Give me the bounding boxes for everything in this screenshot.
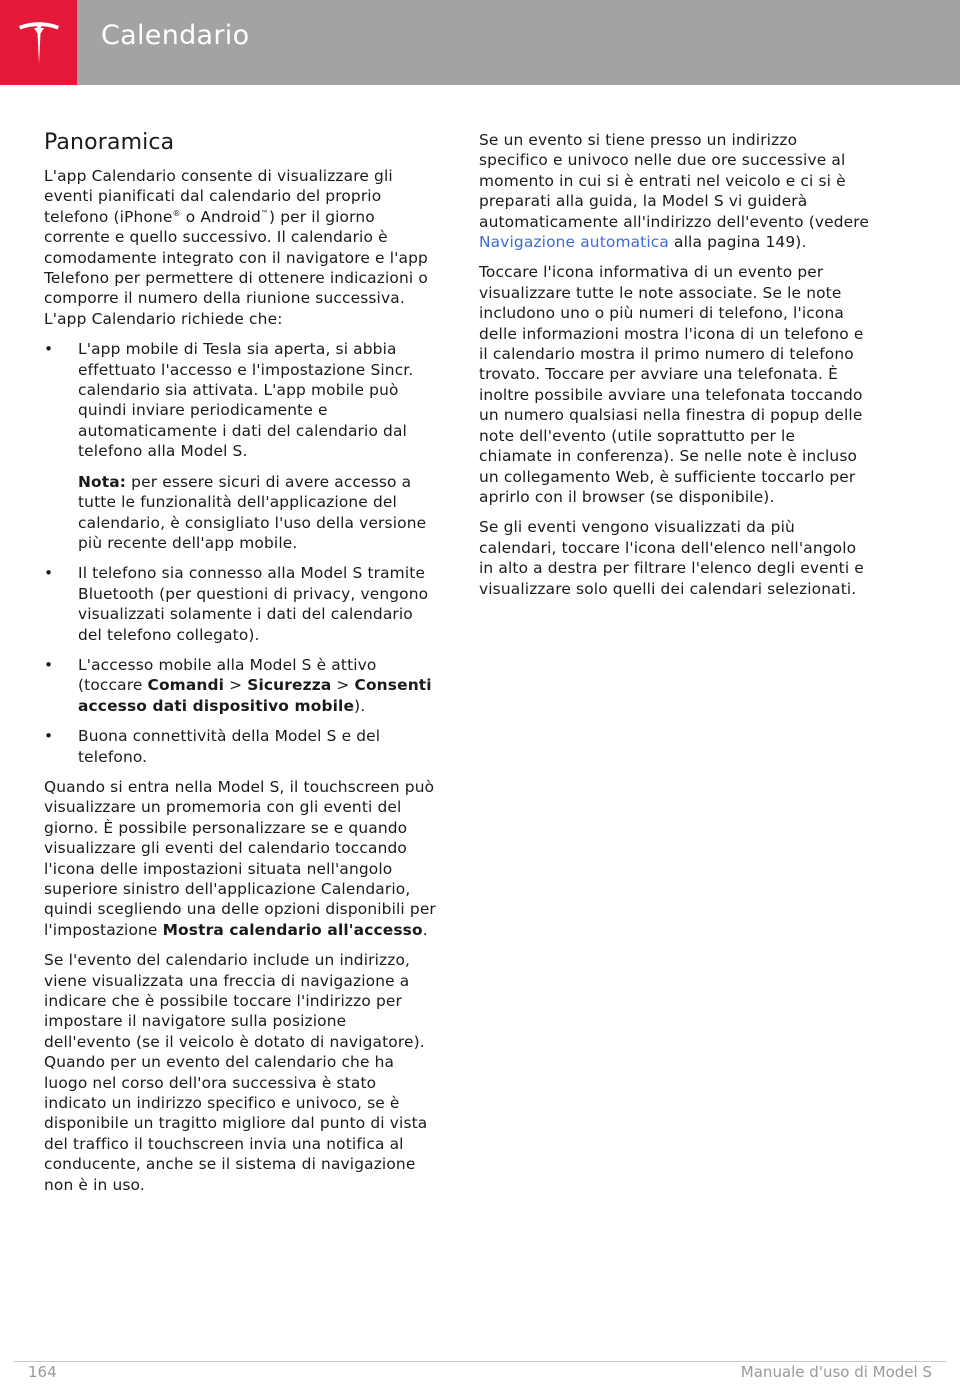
navigation-paragraph: Se l'evento del calendario include un indirizzo, viene visualizzata una freccia di navigazione a indicare che è possibile toccare l'indirizzo per impostare il navigatore sulla posizione dell'evento (se il veicolo è dotato di navigatore). Quando per un evento del calendario che ha luogo nel corso dell'ora successiva è stato indicato un indirizzo specifico e univoco, se è disponibile un tragitto migliore dal punto di vista del traffico il touchscreen invia una notifica al conducente, anche se il sistema di navigazione non è in uso.: [44, 951, 428, 1194]
tesla-logo: [0, 0, 77, 85]
list-item: • Buona connettività della Model S e del telefono.: [44, 727, 381, 766]
requirements-list: [44, 339, 436, 767]
bullet-icon: •: [44, 340, 54, 359]
list-item: • Il telefono sia connesso alla Model S tramite Bluetooth (per questioni di privacy, vengono visualizzati solamente i dati del calendario del telefono collegato).: [44, 564, 429, 644]
setting-name: Mostra calendario all'accesso: [162, 920, 423, 939]
menu-path-comandi: Comandi: [147, 676, 225, 695]
menu-path-consenti: Consenti accesso dati dispositivo mobile: [78, 676, 432, 715]
list-item: • L'accesso mobile alla Model S è attivo (toccare Comandi > Sicurezza > Consenti accesso dati dispositivo mobile).: [44, 655, 432, 715]
left-column: [44, 128, 436, 1205]
trademark-mark: ™: [260, 208, 270, 218]
footer-divider: [14, 1361, 946, 1362]
page-title: Calendario: [101, 20, 250, 51]
auto-navigation-paragraph: Se un evento si tiene presso un indirizzo specifico e univoco nelle due ore successive al momento in cui si è entrati nel veicolo e ci si è preparati alla guida, la Model S vi guiderà automaticamente all'indirizzo dell'evento (vedere Navigazione automatica alla pagina 149).: [479, 131, 870, 252]
right-column: [479, 130, 871, 609]
bullet-icon: •: [44, 564, 54, 583]
section-heading: Panoramica: [44, 130, 175, 155]
bullet-icon: •: [44, 655, 54, 674]
menu-path-sicurezza: Sicurezza: [247, 676, 332, 695]
reminder-paragraph: Quando si entra nella Model S, il touchscreen può visualizzare un promemoria con gli eventi del giorno. È possibile personalizzare se e quando visualizzare gli eventi del calendario toccando l'icona delle impostazioni situata nell'angolo superiore sinistro dell'applicazione Calendario, quindi scegliendo una delle opzioni disponibili per l'impostazione Mostra calendario all'accesso.: [44, 777, 436, 939]
list-item: • L'app mobile di Tesla sia aperta, si abbia effettuato l'accesso e l'impostazione Sincr. calendario sia attivata. L'app mobile può quindi inviare periodicamente e automaticamente i dati del calendario dal telefono alla Model S. Nota: per essere sicuri di avere accesso a tutte le funzionalità dell'applicazione del calendario, è consigliato l'uso della versione più recente dell'app mobile.: [44, 339, 436, 553]
page-number: 164: [28, 1363, 57, 1381]
auto-navigation-link[interactable]: Navigazione automatica: [479, 233, 669, 252]
notes-paragraph: Toccare l'icona informativa di un evento per visualizzare tutte le note associate. Se le note includono uno o più numeri di telefono, l'icona delle informazioni mostra l'icona di un telefono e il calendario mostra il primo numero di telefono trovato. Toccare per avviare una telefonata. È inoltre possibile avviare una telefonata toccando un numero qualsiasi nella finestra di popup delle note dell'evento (utile soprattutto per le chiamate in conferenza). Se nelle note è incluso un collegamento Web, è sufficiente toccarlo per aprirlo con il browser (se disponibile).: [479, 263, 864, 506]
registered-mark: ®: [172, 208, 181, 218]
note-label: Nota:: [78, 472, 127, 491]
page-header: [0, 0, 960, 85]
note: Nota: per essere sicuri di avere accesso a tutte le funzionalità dell'applicazione del calendario, è consigliato l'uso della versione più recente dell'app mobile.: [78, 472, 427, 552]
tesla-logo-icon: [17, 20, 61, 66]
intro-paragraph: L'app Calendario consente di visualizzare gli eventi pianificati dal calendario del proprio telefono (iPhone® o Android™) per il giorno corrente e quello successivo. Il calendario è comodamente integrato con il navigatore e l'app Telefono per permettere di ottenere indicazioni o comporre il numero della riunione successiva. L'app Calendario richiede che:: [44, 167, 428, 328]
filter-paragraph: Se gli eventi vengono visualizzati da più calendari, toccare l'icona dell'elenco nell'angolo in alto a destra per filtrare l'elenco degli eventi e visualizzare solo quelli dei calendari selezionati.: [479, 518, 864, 598]
bullet-icon: •: [44, 727, 54, 746]
manual-title: Manuale d'uso di Model S: [740, 1363, 932, 1381]
